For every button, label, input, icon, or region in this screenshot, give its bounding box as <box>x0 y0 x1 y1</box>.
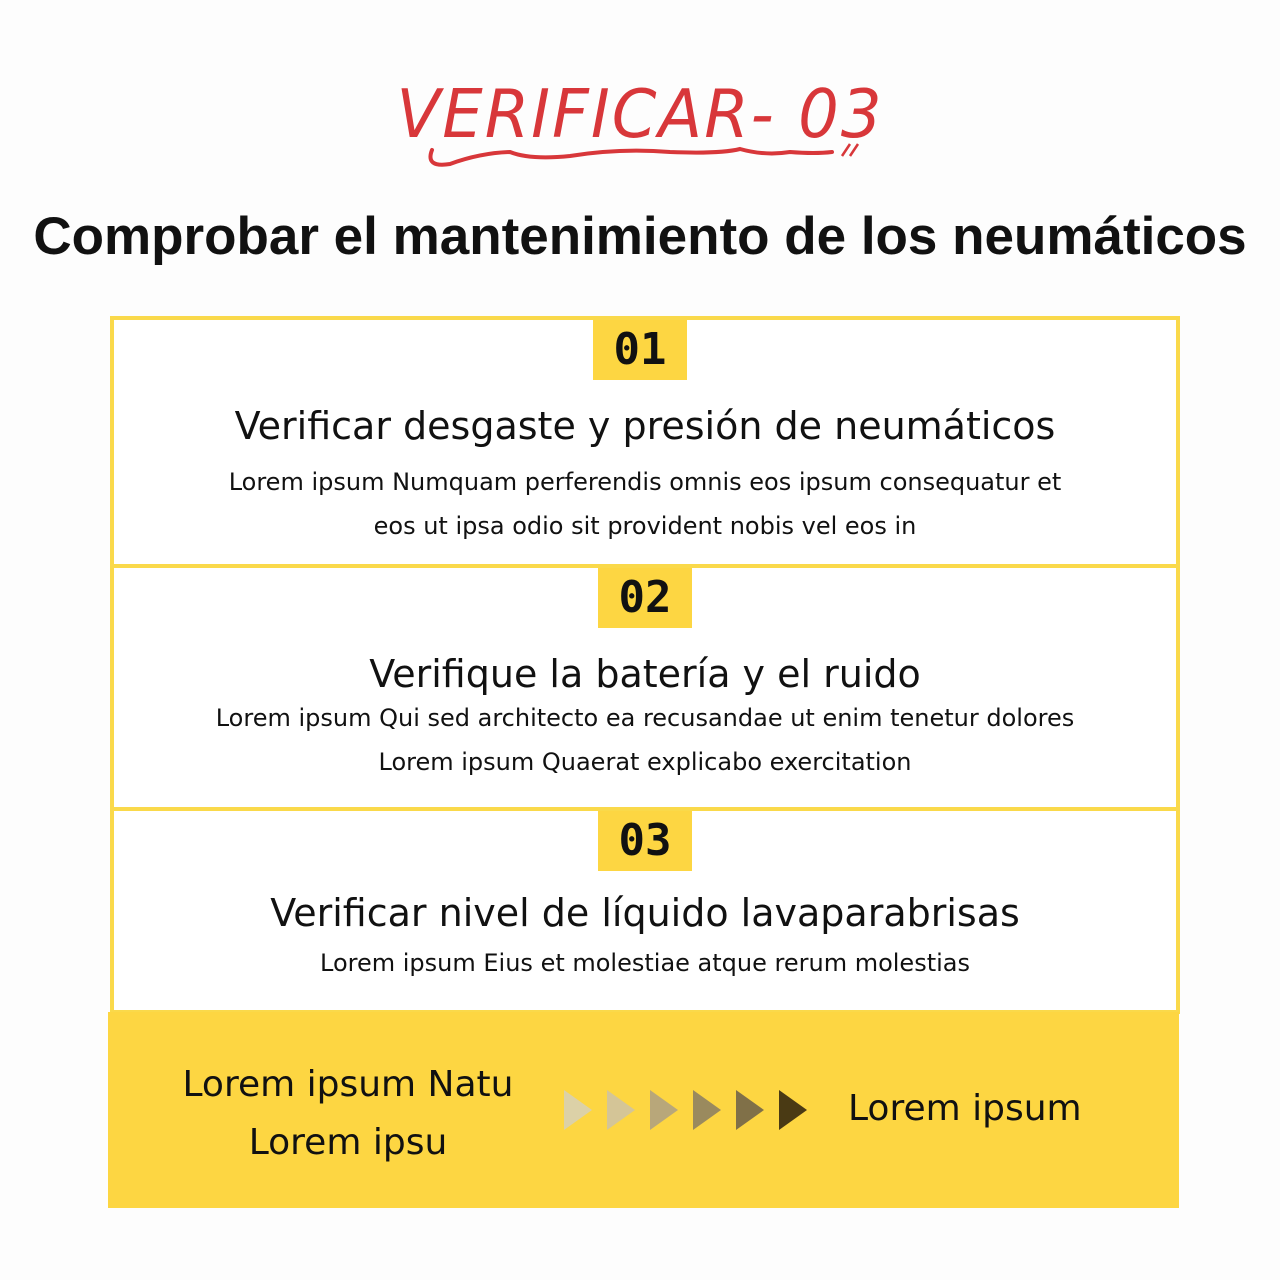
step-line: Lorem ipsum Eius et molestiae atque rerum molestias <box>320 949 970 977</box>
footer-right-text: Lorem ipsum <box>848 1088 1082 1129</box>
step-2 <box>114 564 1176 807</box>
handwritten-title: VERIFICAR- 03 <box>396 76 884 154</box>
step-line: eos ut ipsa odio sit provident nobis vel eos in <box>373 512 917 540</box>
play-arrow-icon <box>779 1090 807 1130</box>
step-number-badge: 02 <box>598 568 692 628</box>
step-title: Verifique la batería y el ruido <box>369 652 921 696</box>
step-line: Lorem ipsum Quaerat explicabo exercitation <box>378 748 912 776</box>
step-title: Verificar desgaste y presión de neumáticos <box>234 404 1056 448</box>
footer-left-line: Lorem ipsum Natu <box>182 1064 514 1105</box>
step-title: Verificar nivel de líquido lavaparabrisas <box>270 891 1020 935</box>
play-arrow-icon <box>693 1090 721 1130</box>
steps-box <box>110 316 1180 1014</box>
step-3 <box>114 807 1176 1010</box>
arrow-sequence <box>564 1090 807 1130</box>
footer-left-line: Lorem ipsu <box>248 1122 448 1163</box>
play-arrow-icon <box>564 1090 592 1130</box>
footer-banner <box>108 1012 1179 1208</box>
play-arrow-icon <box>736 1090 764 1130</box>
step-line: Lorem ipsum Numquam perferendis omnis eos ipsum consequatur et <box>228 468 1062 496</box>
step-1 <box>114 320 1176 564</box>
squiggle-underline-icon <box>420 138 870 173</box>
page-title: Comprobar el mantenimiento de los neumáticos <box>33 207 1247 266</box>
play-arrow-icon <box>650 1090 678 1130</box>
step-number-badge: 03 <box>598 811 692 871</box>
play-arrow-icon <box>607 1090 635 1130</box>
footer-left-text <box>148 1056 548 1172</box>
step-line: Lorem ipsum Qui sed architecto ea recusandae ut enim tenetur dolores <box>215 704 1075 732</box>
step-number-badge: 01 <box>593 320 687 380</box>
